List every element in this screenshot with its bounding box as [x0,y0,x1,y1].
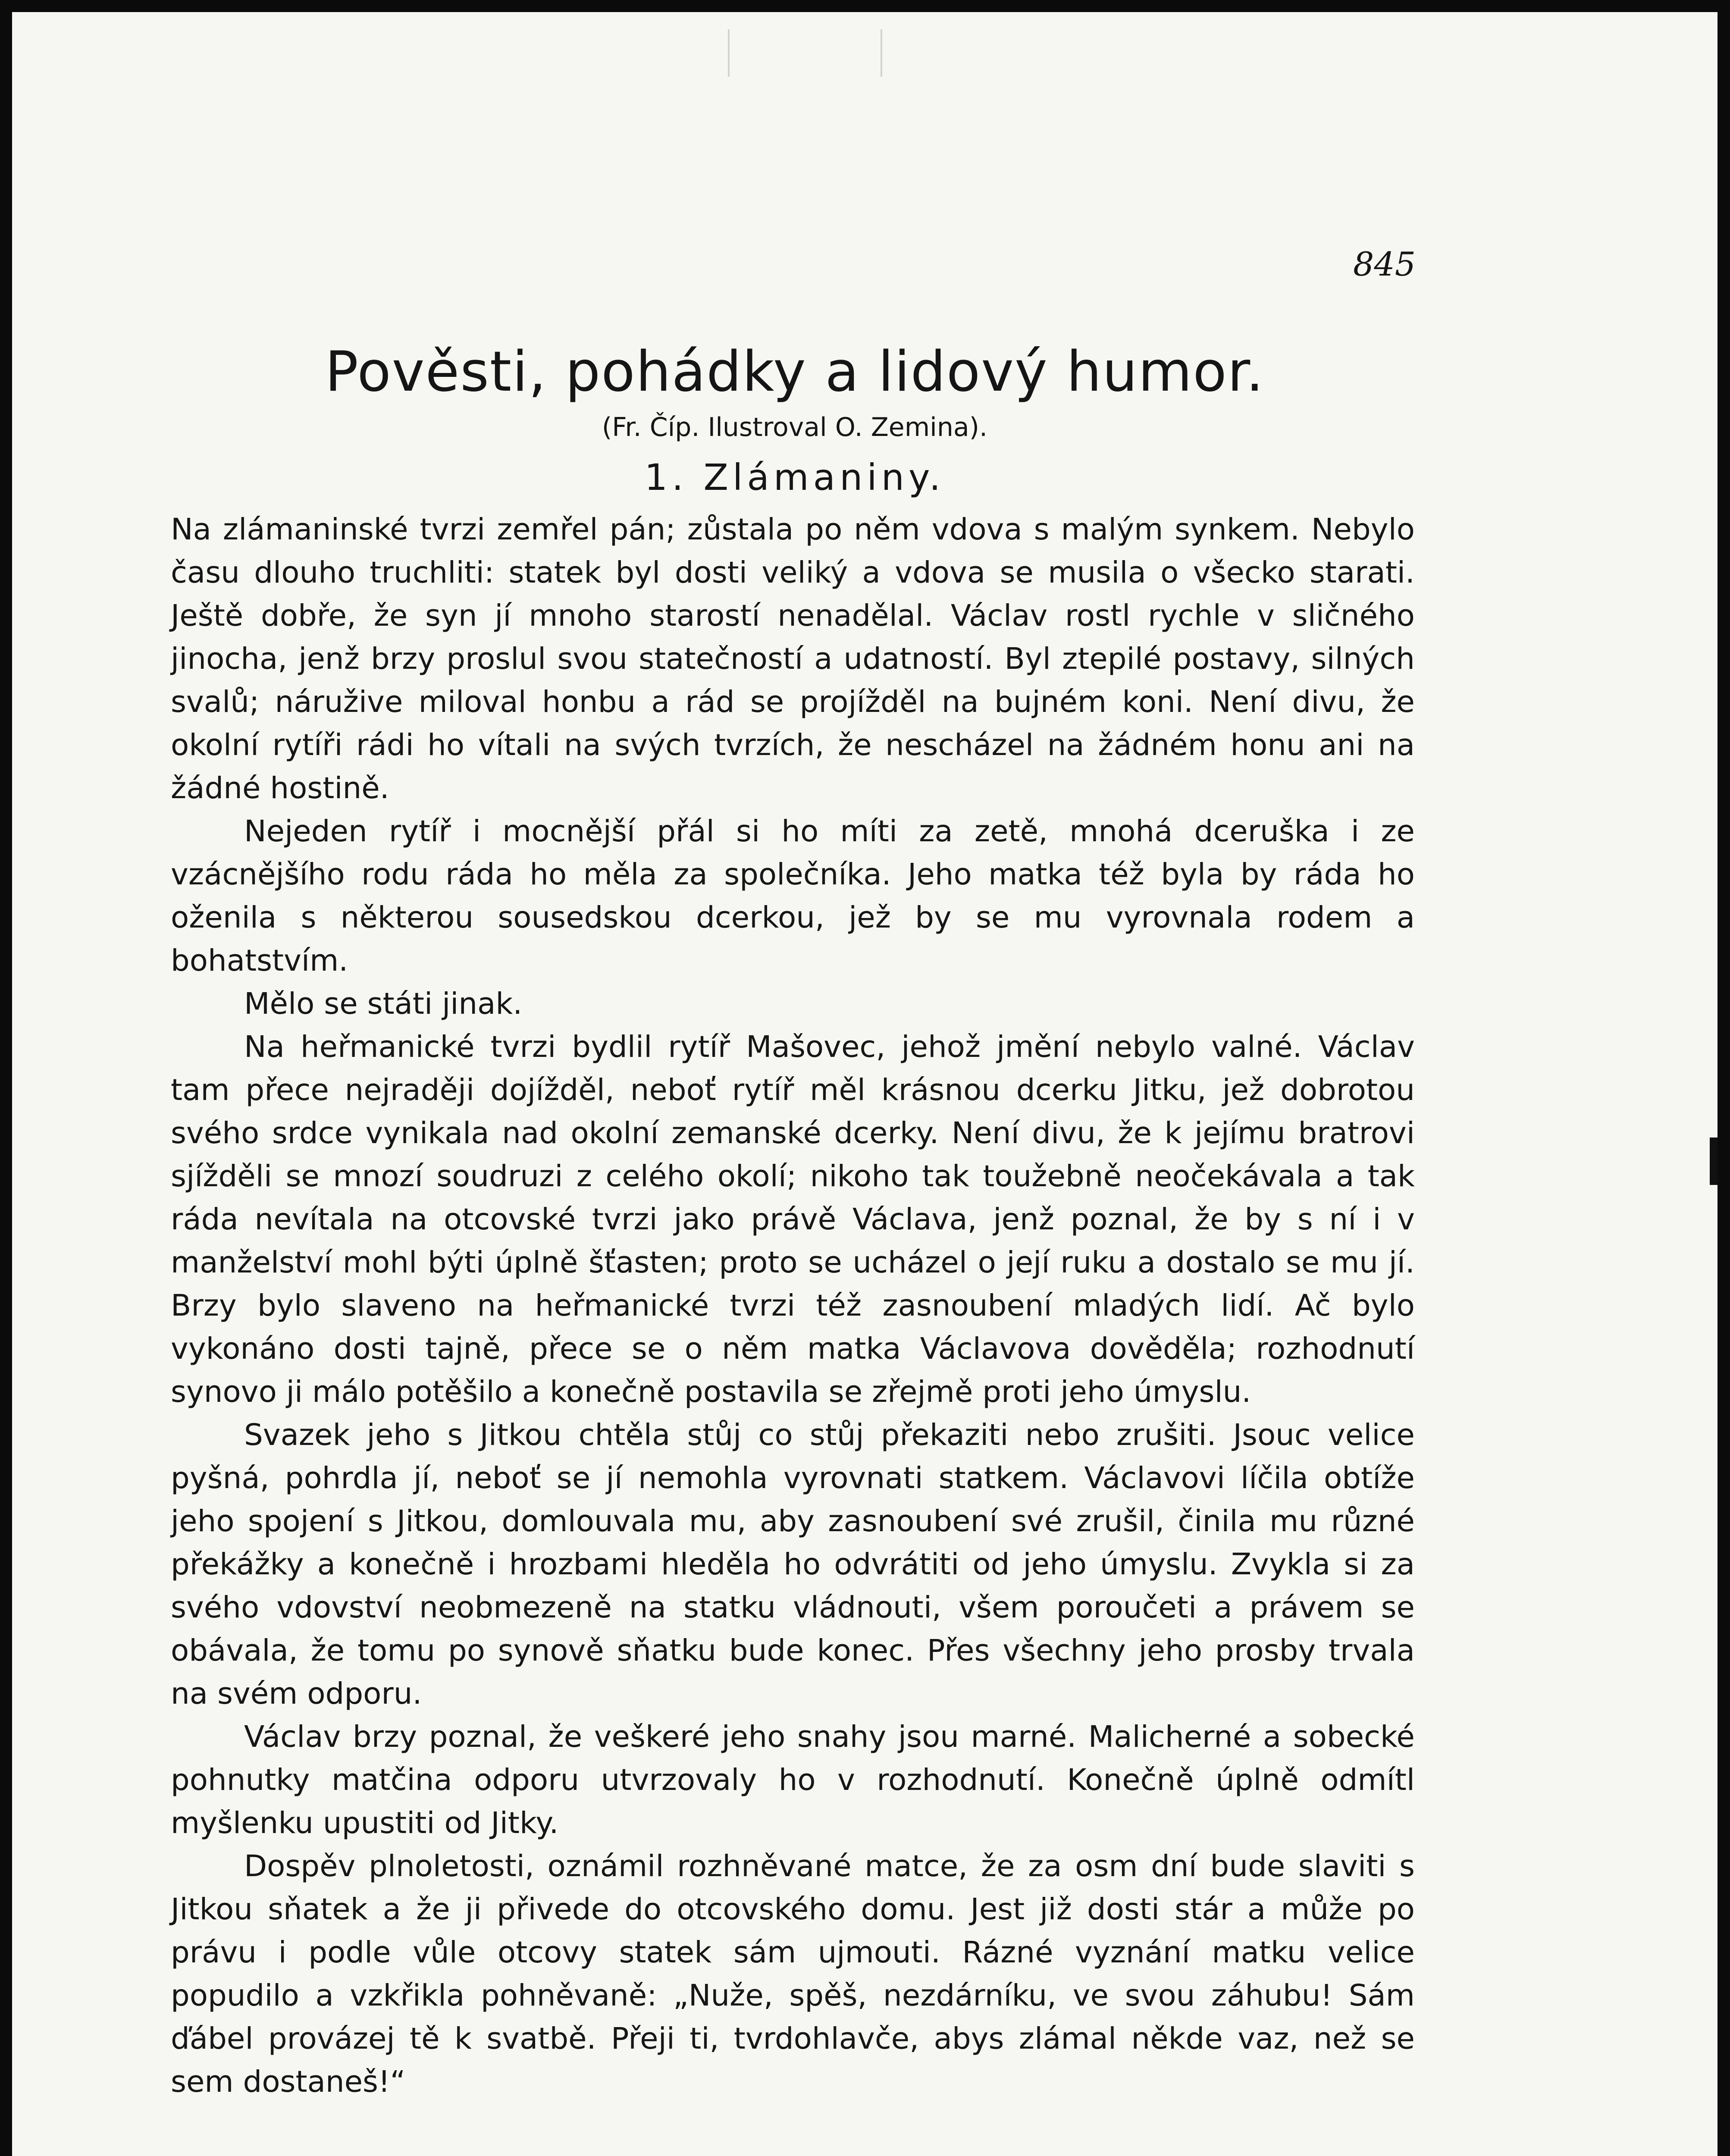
paragraph: Na heřmanické tvrzi bydlil rytíř Mašovec, jehož jmění nebylo valné. Václav tam přece nejraději dojížděl, neboť rytíř měl krásnou dcerku Jitku, jež dobrotou svého srdce vynikala nad okolní zemanské dcerky. Není divu, že k jejímu bratrovi sjížděli se mnozí soudruzi z celého okolí; nikoho tak toužebně neočekávala a tak ráda nevítala na otcovské tvrzi jako právě Václava, jenž poznal, že by s ní i v manželství mohl býti úplně šťasten; proto se ucházel o její ruku a dostalo se mu jí. Brzy bylo slaveno na heřmanické tvrzi též zasnoubení mladých lidí. Ač bylo vykonáno dosti tajně, přece se o něm matka Václavova dověděla; rozhodnutí synovo ji málo potěšilo a konečně postavila se zřejmě proti jeho úmyslu. [171,1030,1415,1409]
paragraph: Dospěv plnoletosti, oznámil rozhněvané matce, že za osm dní bude slaviti s Jitkou sňatek a že ji přivede do otcovského domu. Jest již dosti stár a může po právu i podle vůle otcovy statek sám ujmouti. Rázné vyznání matku velice popudilo a vzkřikla pohněvaně: „Nuže, spěš, nezdárníku, ve svou záhubu! Sám ďábel provázej tě k svatbě. Přeji ti, tvrdohlavče, abys zlámal někde vaz, než se sem dostaneš!“ [171,1849,1415,2099]
document-page [12,12,1717,2156]
paragraph: Svazek jeho s Jitkou chtěla stůj co stůj překaziti nebo zrušiti. Jsouc velice pyšná, pohrdla jí, neboť se jí nemohla vyrovnati statkem. Václavovi líčila obtíže jeho spojení s Jitkou, domlouvala mu, aby zasnoubení své zrušil, činila mu různé překážky a konečně i hrozbami hleděla ho odvrátiti od jeho úmyslu. Zvykla si za svého vdovství neobmezeně na statku vládnouti, všem poroučeti a právem se obávala, že tomu po synově sňatku bude konec. Přes všechny jeho prosby trvala na svém odporu. [171,1418,1415,1711]
section-heading: 1. Zlámaniny. [644,456,945,498]
page-number: 845 [1353,245,1416,283]
scan-artifact [1710,1138,1717,1185]
paragraph: Nejeden rytíř i mocnější přál si ho míti za zetě, mnohá dceruška i ze vzácnějšího rodu ráda ho měla za společníka. Jeho matka též byla by ráda ho oženila s některou sousedskou dcerkou, jež by se mu vyrovnala rodem a bohatstvím. [171,814,1415,978]
scan-artifact [728,29,882,77]
paragraph: Mělo se státi jinak. [244,987,523,1021]
paragraph: Na zlámaninské tvrzi zemřel pán; zůstala po něm vdova s malým synkem. Nebylo času dlouho truchliti: statek byl dosti veliký a vdova se musila o všecko starati. Ještě dobře, že syn jí mnoho starostí nenadělal. Václav rostl rychle v sličného jinocha, jenž brzy proslul svou statečností a udatností. Byl ztepilé postavy, silných svalů; náružive miloval honbu a rád se projížděl na bujném koni. Není divu, že okolní rytíři rádi ho vítali na svých tvrzích, že nescházel na žádném honu ani na žádné hostině. [171,512,1415,805]
article-body [171,508,1415,2103]
article-title: Pověsti, pohádky a lidový humor. [325,340,1265,404]
article-byline: (Fr. Číp. Ilustroval O. Zemina). [602,412,988,442]
paragraph: Václav brzy poznal, že veškeré jeho snahy jsou marné. Malicherné a sobecké pohnutky matčina odporu utvrzovaly ho v rozhodnutí. Konečně úplně odmítl myšlenku upustiti od Jitky. [171,1720,1415,1840]
